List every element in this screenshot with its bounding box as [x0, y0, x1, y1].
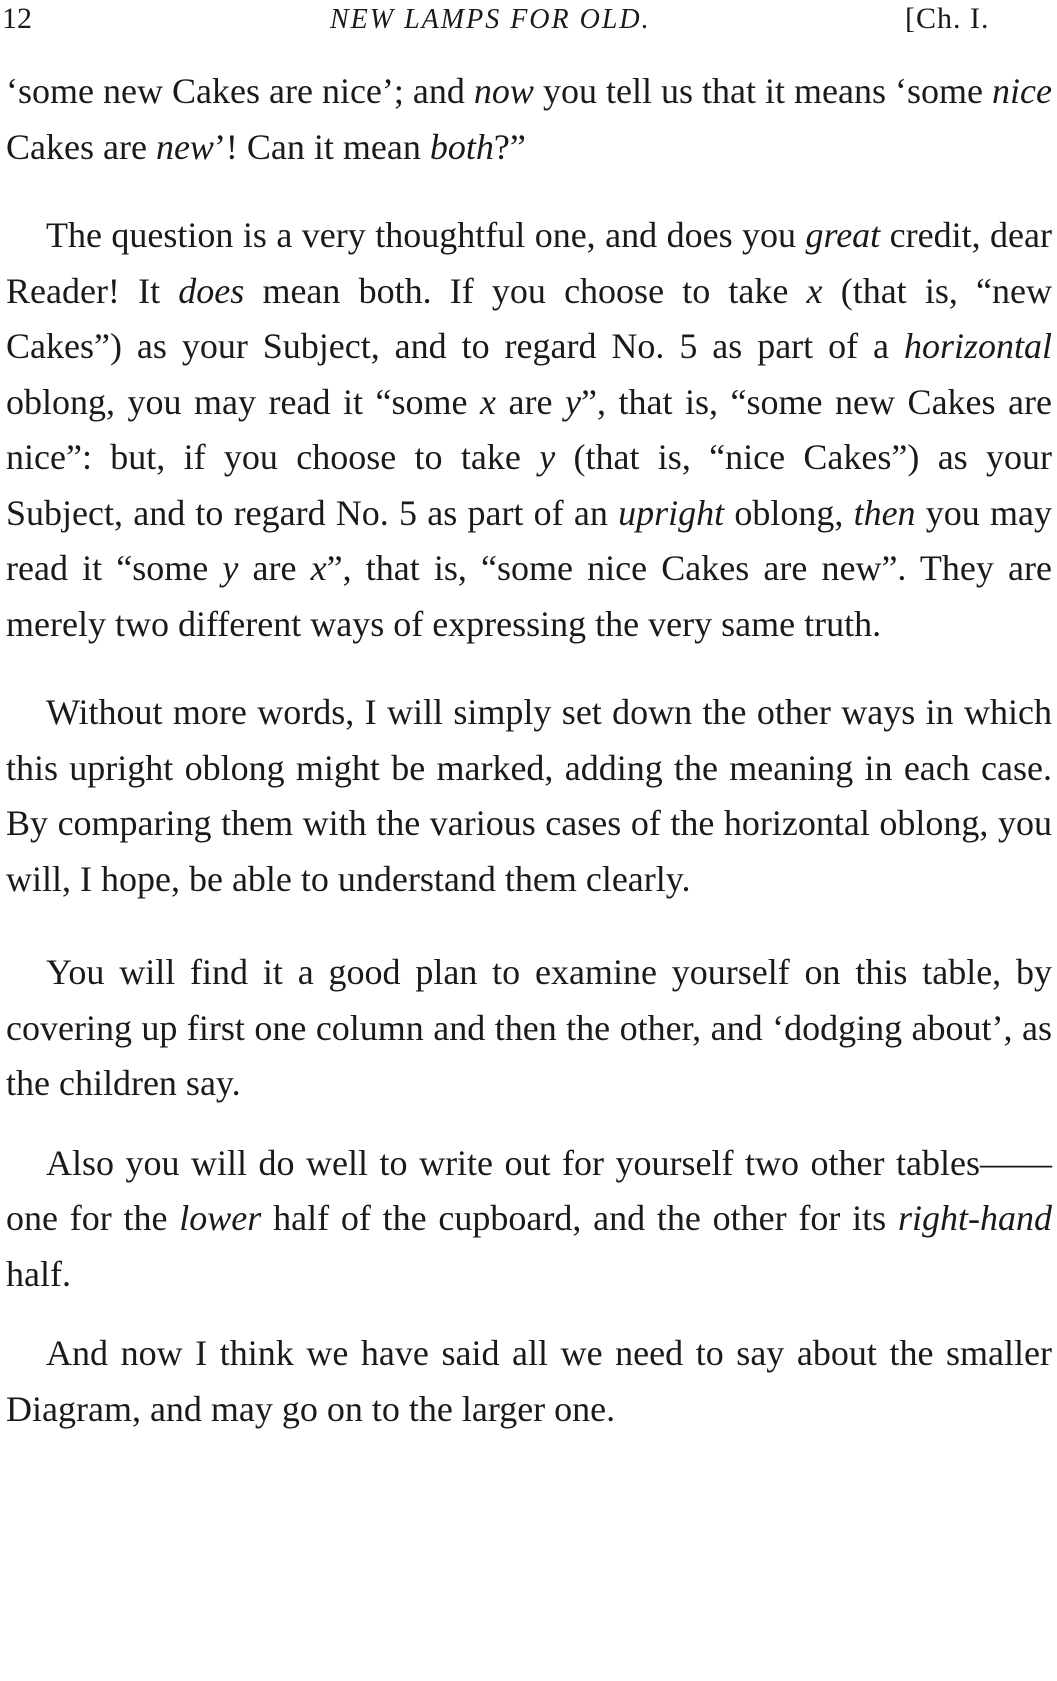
paragraph-conclusion — [6, 1326, 1052, 1437]
page-header — [0, 2, 1057, 46]
text-run: (that is, “new Cakes”) as your Subject, and to regard No. 5 as part of a — [6, 270, 1052, 366]
text-run: ’! Can it mean — [213, 126, 430, 167]
italic-text: both — [429, 126, 494, 167]
italic-text: upright — [618, 492, 725, 533]
text-run: half of the cupboard, and the other for its — [261, 1198, 898, 1238]
italic-text: right-hand — [897, 1198, 1052, 1238]
text-run: you may read it “some — [6, 492, 1052, 588]
running-title: NEW LAMPS FOR OLD. — [330, 4, 651, 35]
text-run: (that is, “nice Cakes”) as your Subject, and to regard No. 5 as part of an — [6, 437, 1053, 533]
page-number: 12 — [2, 2, 32, 35]
text-run: The question is a very thoughtful one, and does you — [46, 215, 806, 255]
text-run: are — [496, 381, 566, 422]
text-run: credit, dear Reader! It — [6, 215, 1052, 311]
italic-text: lower — [179, 1198, 262, 1238]
text-run: Without more words, I will simply set down the other ways in which this upright oblong might be marked, adding the meaning in each case. By comparing them with the various cases of the horizontal oblong, you will, I hope, be able to understand them clearly. — [6, 692, 1052, 899]
italic-text: x — [806, 270, 823, 311]
italic-text: x — [480, 381, 497, 422]
italic-text: great — [805, 215, 881, 255]
body-text — [6, 64, 1052, 1437]
text-run: are — [238, 548, 311, 588]
text-run: You will find it a good plan to examine yourself on this table, by covering up first one column and then the other, and ‘dodging about’, as the children say. — [6, 952, 1052, 1103]
text-run: ?” — [493, 126, 526, 167]
text-run: ”, that is, “some new Cakes are nice”: but, if you choose to take — [6, 381, 1052, 477]
chapter-marker: [Ch. I. — [905, 2, 990, 35]
italic-text: y — [222, 548, 239, 588]
text-run: mean both. If you choose to take — [244, 270, 807, 311]
paragraph-upright-oblong — [6, 685, 1052, 907]
italic-text: y — [539, 437, 556, 477]
text-run: ‘some new Cakes are nice’; and — [6, 71, 474, 111]
italic-text: new — [155, 126, 214, 167]
italic-text: horizontal — [903, 326, 1052, 366]
text-run: Cakes are — [6, 126, 156, 167]
italic-text: then — [853, 492, 916, 533]
paragraph-examine-table — [6, 945, 1052, 1112]
text-run: And now I think we have said all we need to say about the smaller Diagram, and may go on to the larger one. — [6, 1333, 1052, 1429]
text-run: ”, that is, “some nice Cakes are new”. They are merely two different ways of expressing the very same truth. — [6, 548, 1052, 644]
italic-text: y — [565, 381, 582, 422]
text-run: oblong, you may read it “some — [6, 381, 481, 422]
paragraph-other-tables — [6, 1136, 1052, 1303]
text-run: Also you will do well to write out for yourself two other tables——one for the — [6, 1142, 1052, 1238]
paragraph-continued — [6, 64, 1052, 175]
italic-text: nice — [992, 71, 1052, 111]
text-run: you tell us that it means ‘some — [533, 71, 993, 111]
italic-text: x — [310, 548, 327, 588]
italic-text: now — [473, 71, 534, 111]
paragraph-question-answer — [6, 208, 1052, 652]
italic-text: does — [178, 270, 245, 311]
text-run: half. — [6, 1253, 71, 1294]
text-run: oblong, — [724, 492, 854, 533]
